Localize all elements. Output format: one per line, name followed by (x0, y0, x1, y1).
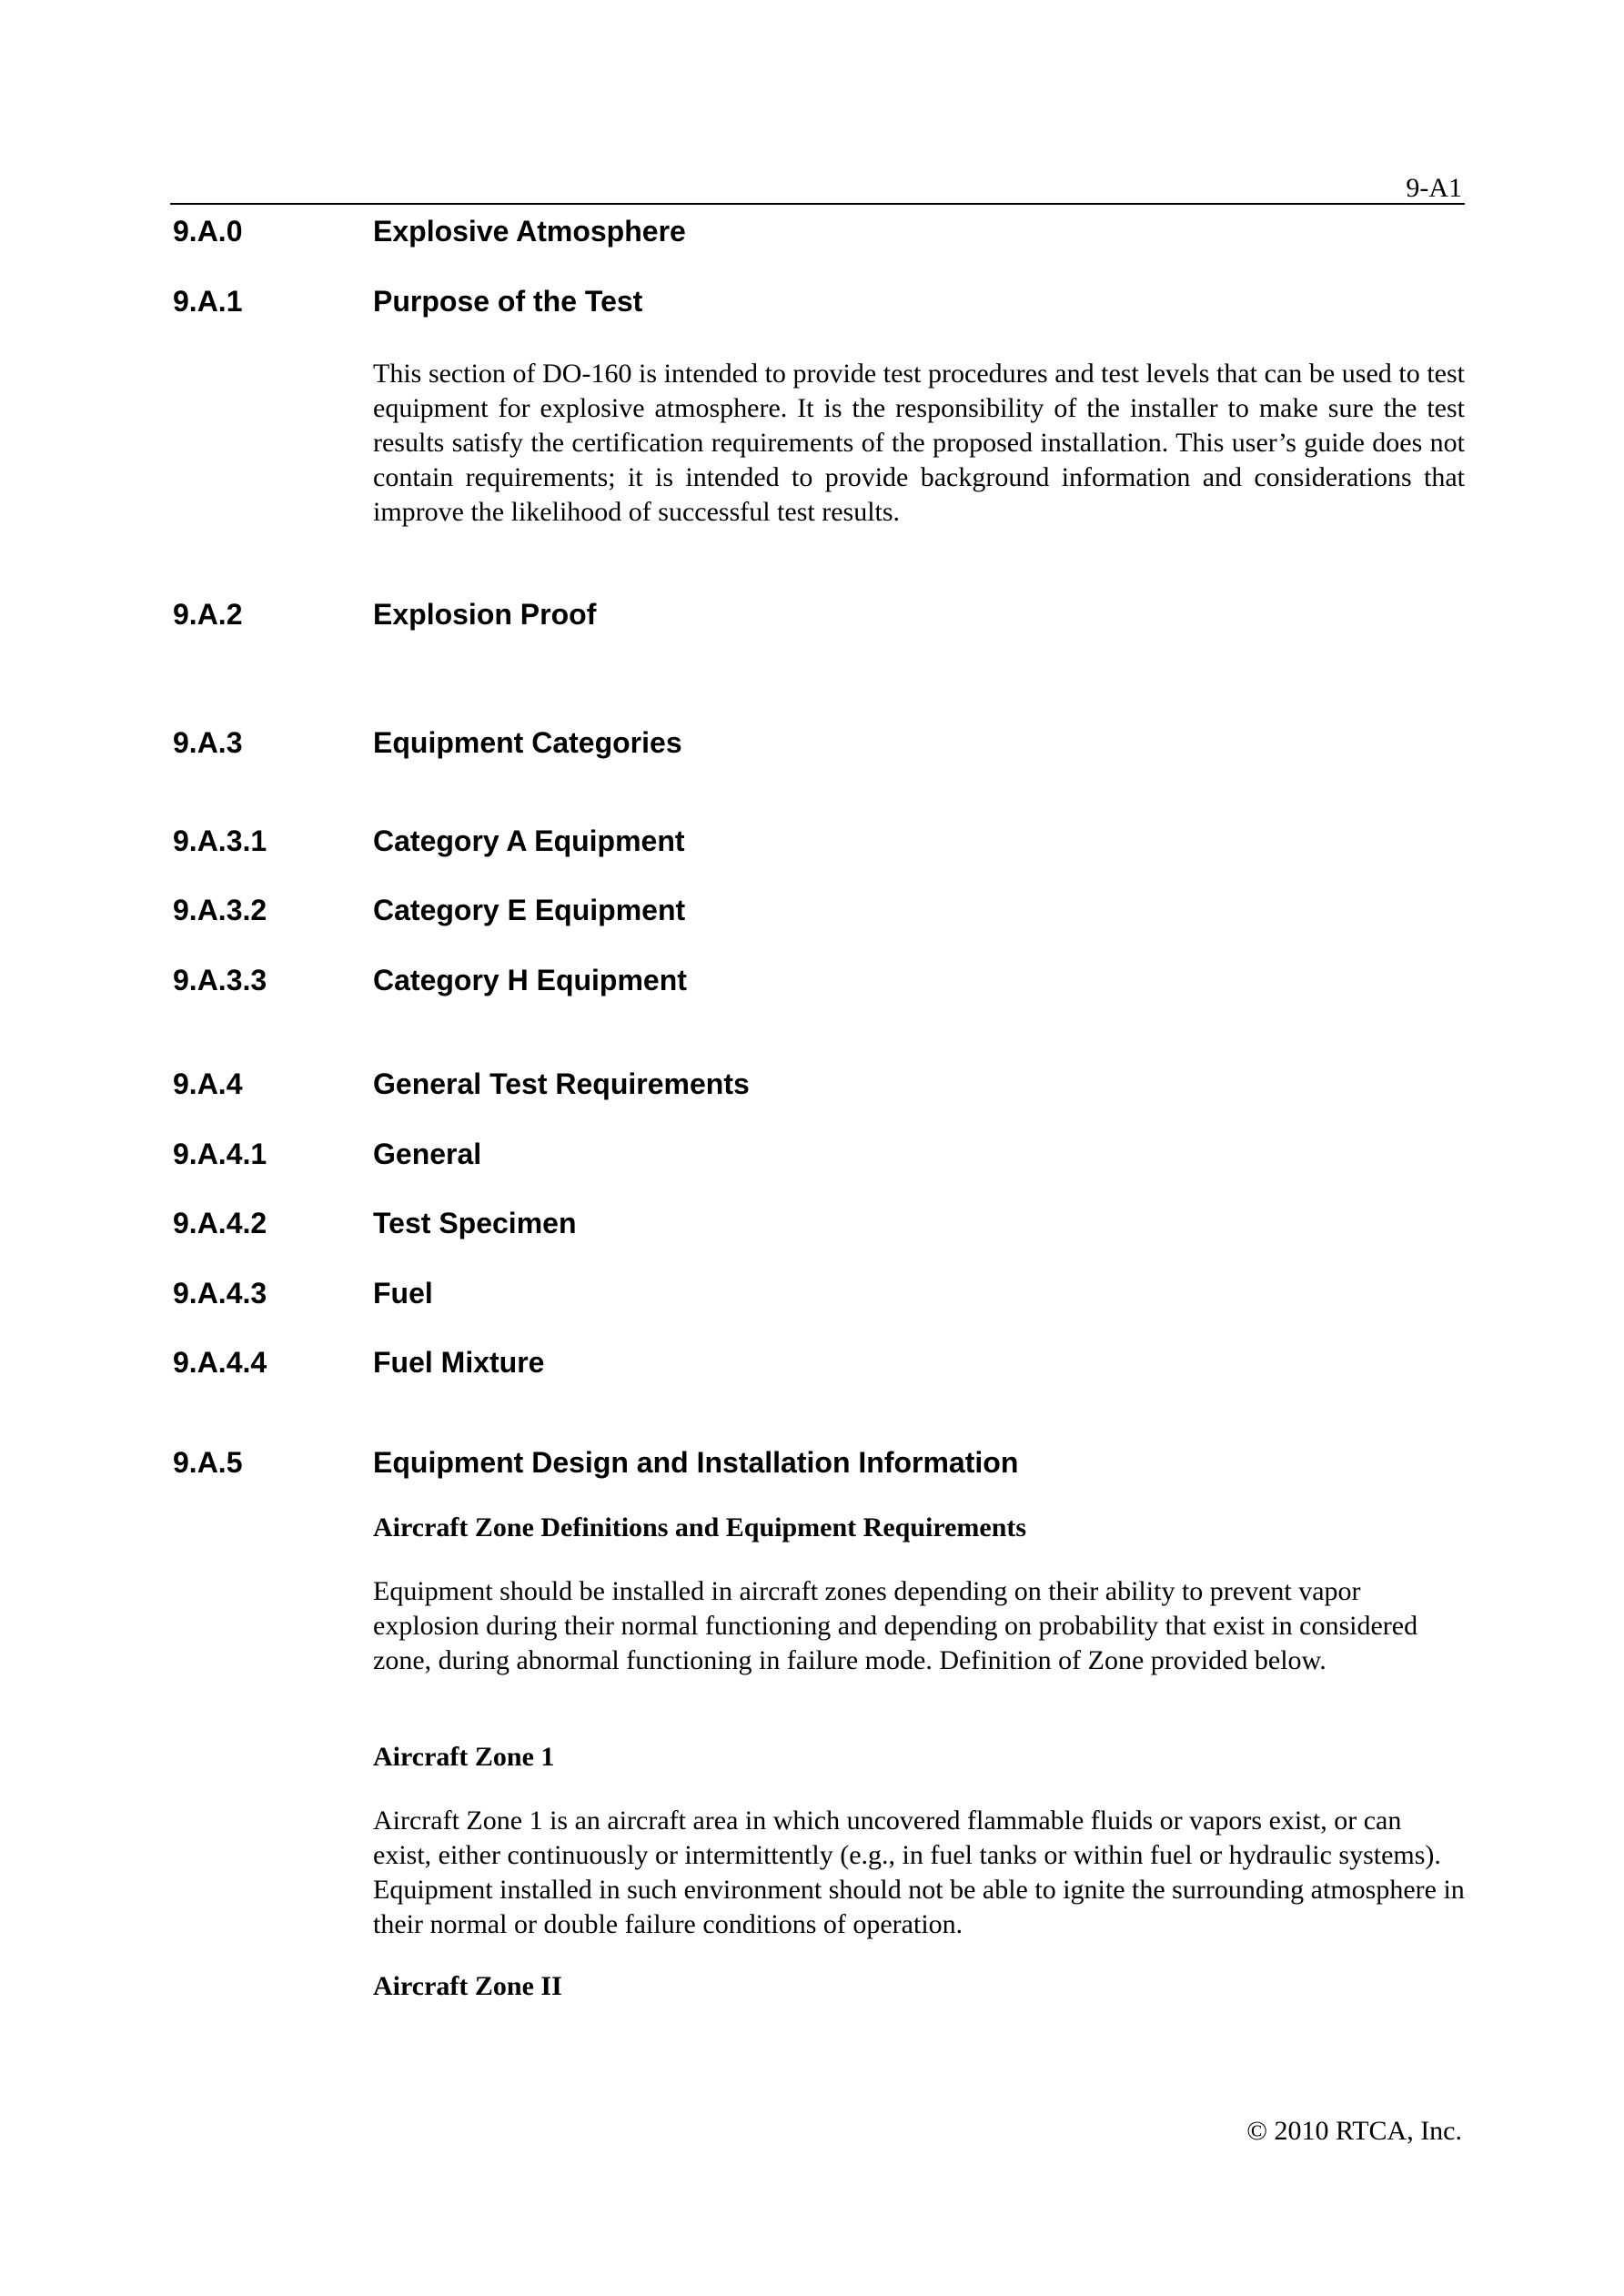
footer-copyright: © 2010 RTCA, Inc. (1246, 2116, 1462, 2146)
section-number: 9.A.4.2 (173, 1207, 267, 1239)
section-number: 9.A.4.4 (173, 1346, 267, 1379)
section-title: General Test Requirements (373, 1067, 750, 1100)
section-title: Fuel Mixture (373, 1346, 545, 1379)
section-title: Equipment Design and Installation Information (373, 1446, 1019, 1479)
purpose-paragraph: This section of DO-160 is intended to provide test procedures and test levels that can be used to test equipment for explosive atmosphere. It is the responsibility of the installer to make sure the test results satisfy the certification requirements of the proposed installation. This user’s guide does not contain requirements; it is intended to provide background information and considerations that improve the likelihood of successful test results. (373, 359, 1465, 527)
section-title: Category H Equipment (373, 964, 687, 996)
section-number: 9.A.0 (173, 215, 243, 248)
section-number: 9.A.3.2 (173, 894, 267, 926)
section-title: Category A Equipment (373, 824, 685, 857)
section-title: Category E Equipment (373, 894, 686, 926)
zone1-heading: Aircraft Zone 1 (373, 1742, 555, 1772)
section-number: 9.A.3 (173, 726, 243, 759)
section-title: Fuel (373, 1277, 433, 1310)
section-title: General (373, 1138, 482, 1170)
section-number: 9.A.4.1 (173, 1138, 267, 1170)
zone2-heading: Aircraft Zone II (373, 1971, 562, 2001)
header-rule (170, 203, 1465, 205)
section-number: 9.A.3.1 (173, 824, 267, 857)
section-title: Explosive Atmosphere (373, 215, 686, 248)
section-title: Equipment Categories (373, 726, 682, 759)
section-number: 9.A.1 (173, 285, 243, 318)
section-number: 9.A.4 (173, 1067, 243, 1100)
section-number: 9.A.4.3 (173, 1277, 267, 1310)
zone-definitions-paragraph: Equipment should be installed in aircraft zones depending on their ability to prevent vapor explosion during their normal functioning and depending on probability that exist in considered zone, during abnormal functioning in failure mode. Definition of Zone provided below. (373, 1576, 1418, 1675)
section-number: 9.A.3.3 (173, 964, 267, 996)
section-number: 9.A.5 (173, 1446, 243, 1479)
section-number: 9.A.2 (173, 598, 243, 631)
zone1-paragraph: Aircraft Zone 1 is an aircraft area in which uncovered flammable fluids or vapors exist, or can exist, either continuously or intermittently (e.g., in fuel tanks or within fuel or hydraulic systems). Equipment installed in such environment should not be able to ignite the surrounding atmosphere in their normal or double failure conditions of operation. (373, 1805, 1465, 1939)
section-title: Explosion Proof (373, 598, 597, 631)
section-title: Purpose of the Test (373, 285, 643, 318)
section-title: Test Specimen (373, 1207, 577, 1239)
zone-definitions-heading: Aircraft Zone Definitions and Equipment Requirements (373, 1512, 1027, 1542)
page-number: 9-A1 (1406, 173, 1462, 203)
